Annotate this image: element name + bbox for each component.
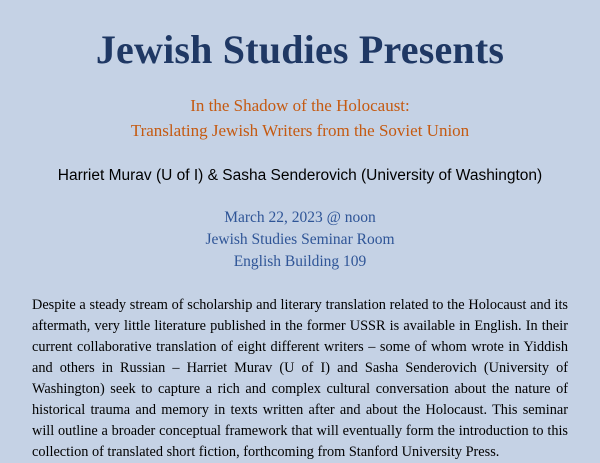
event-details: [0, 185, 600, 273]
event-room: Jewish Studies Seminar Room: [205, 231, 395, 249]
speakers-line: Harriet Murav (U of I) & Sasha Senderovich (University of Washington): [57, 167, 543, 185]
event-abstract: Despite a steady stream of scholarship and literary translation related to the Holocaust and its aftermath, very little literature published in the former USSR is available in English. In their current collaborative translation of eight different writers – some of whom wrote in Yiddish and others in Russian – Harriet Murav (U of I) and Sasha Senderovich (University of Washington) seek to capture a rich and complex cultural conversation about the nature of historical trauma and memory in texts written after and about the Holocaust. This seminar will outline a broader conceptual framework that will eventually form the introduction to this collection of translated short fiction, forthcoming from Stanford University Press.: [32, 297, 568, 461]
event-building: English Building 109: [233, 253, 367, 271]
event-datetime: March 22, 2023 @ noon: [224, 209, 376, 227]
event-subtitle: [0, 72, 600, 143]
page-title: Jewish Studies Presents: [95, 27, 505, 72]
event-subtitle-line-1: In the Shadow of the Holocaust:: [190, 96, 410, 115]
event-subtitle-line-2: Translating Jewish Writers from the Soviet Union: [130, 120, 470, 140]
